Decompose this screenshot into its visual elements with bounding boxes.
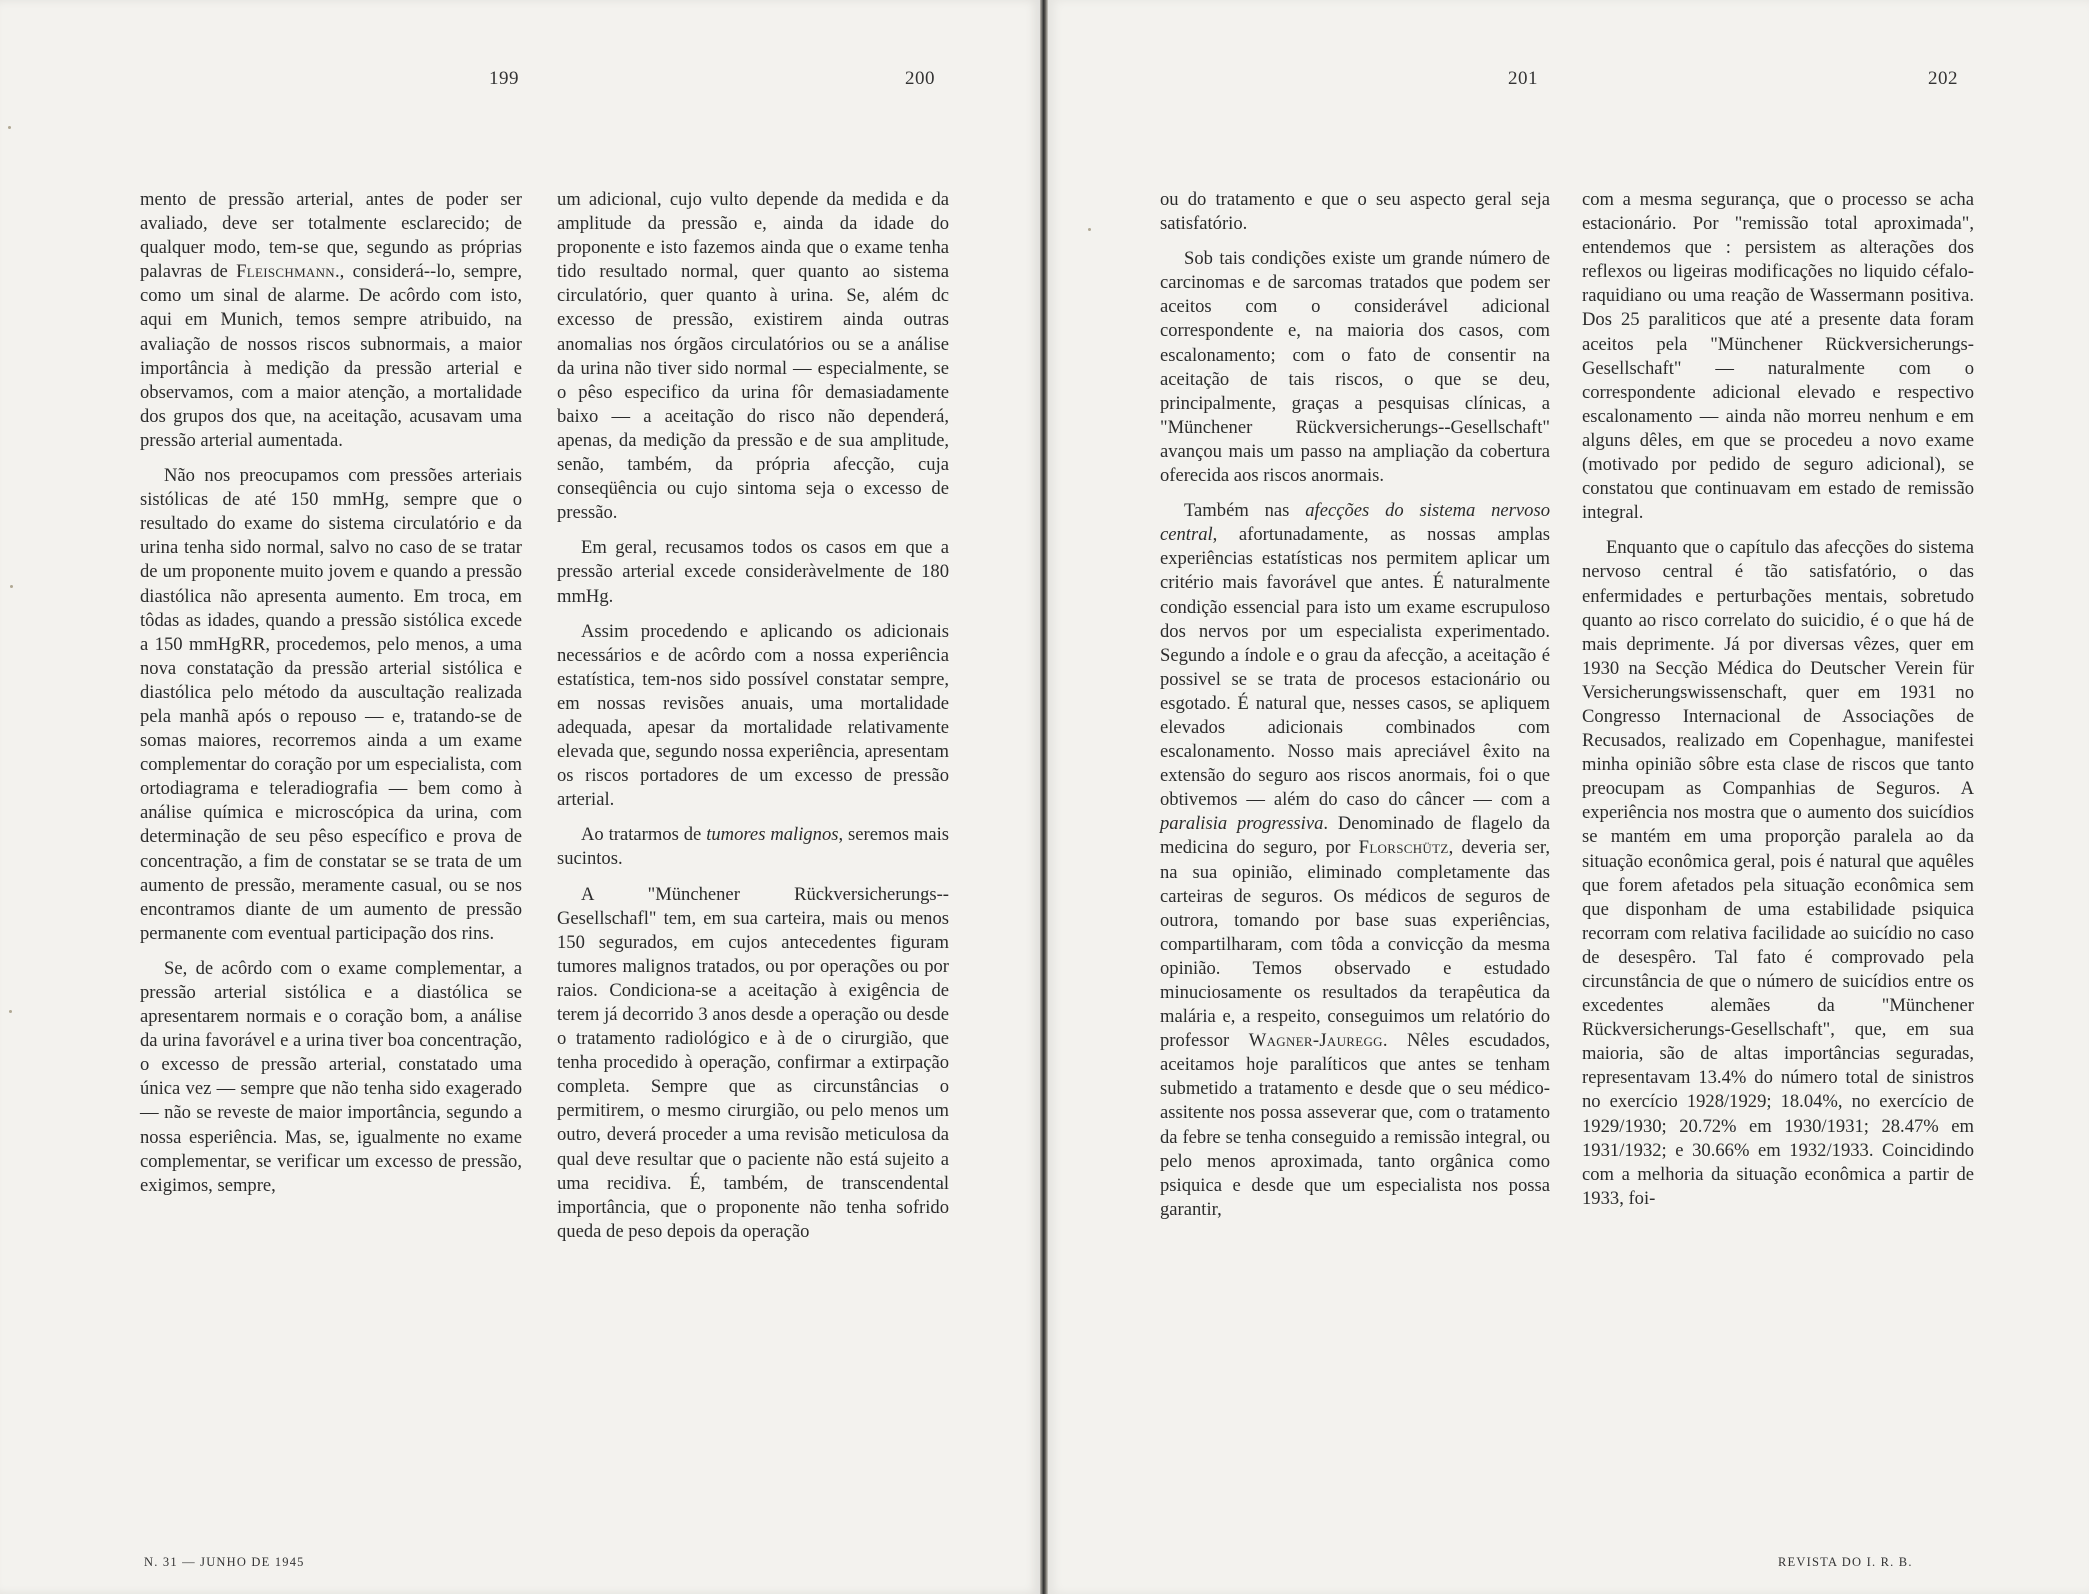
- column-page-200: [557, 188, 949, 1255]
- paragraph: com a mesma segurança, que o processo se acha estacionário. Por "remissão total aproximada", entendemos que : persistem as alterações dos reflexos ou ligeiras modificações no liquido céfalo-raquidiano ou uma reação de Wassermann positiva. Dos 25 paraliticos que até a presente data foram aceitos pela "Münchener Rückversicherungs-Gesellschaft" — naturalmente com o correspondente adicional elevado e respectivo escalonamento — ainda não morreu nenhum e em alguns dêles, em que se procedeu a novo exame (motivado por pedido de seguro adicional), se constatou que continuavam em estado de remissão integral.: [1582, 189, 1974, 524]
- column-page-199: [140, 188, 522, 1209]
- column-page-201: [1160, 188, 1550, 1233]
- footer-issue: N. 31 — JUNHO DE 1945: [144, 1555, 305, 1569]
- page-number-199: 199: [489, 68, 519, 89]
- author-name: Wagner-Jauregg: [1248, 1030, 1383, 1052]
- paragraph: mento de pressão arterial, antes de poder ser avaliado, deve ser totalmente esclarecido; de qualquer modo, tem-se que, segundo as próprias palavras de Fleischmann., considerá--lo, sempre, como um sinal de alarme. De acôrdo com isto, aqui em Munich, temos sempre atribuido, na avaliação de nossos riscos subnormais, a maior importância à medição da pressão arterial e observamos, com a maior atenção, a mortalidade dos grupos dos que, na aceitação, acusavam uma pressão arterial aumentada.: [140, 189, 522, 451]
- paper-speck: [10, 585, 13, 588]
- page-number-202: 202: [1928, 68, 1958, 89]
- binding-gutter: [1040, 0, 1048, 1594]
- paragraph: Em geral, recusamos todos os casos em que a pressão arterial excede consideràvelmente de 180 mmHg.: [557, 537, 949, 607]
- paragraph: Se, de acôrdo com o exame complementar, a pressão arterial sistólica e a diastólica se apresentarem normais e o coração bom, a análise da urina favorável e a urina tiver boa concentração, o excesso de pressão arterial, constatado uma única vez — sempre que não tenha sido exagerado — não se reveste de maior importância, segundo a nossa esperiência. Mas, se, igualmente no exame complementar, se verificar um excesso de pressão, exigimos, sempre,: [140, 957, 522, 1196]
- page-number-201: 201: [1508, 68, 1538, 89]
- left-page: [0, 0, 1040, 1594]
- paragraph: Assim procedendo e aplicando os adicionais necessários e de acôrdo com a nossa experiência estatística, tem-nos sido possível constatar sempre, em nossas revisões anuais, uma mortalidade adequada, apesar da mortalidade relativamente elevada que, segundo nossa experiência, apresentam os riscos portadores de um excesso de pressão arterial.: [557, 620, 949, 811]
- paper-speck: [9, 1010, 12, 1013]
- paragraph: ou do tratamento e que o seu aspecto geral seja satisfatório.: [1160, 189, 1550, 235]
- page-number-200: 200: [905, 68, 935, 89]
- author-name: Florschütz: [1358, 837, 1449, 859]
- column-page-202: [1582, 188, 1974, 1222]
- paragraph: Sob tais condições existe um grande número de carcinomas e de sarcomas tratados que podem ser aceitos com o considerável adicional correspondente e, na maioria dos casos, com escalonamento; com o fato de consentir na aceitação de tais riscos, o que se deu, principalmente, graças a pesquisas clínicas, a "Münchener Rückversicherungs--Gesellschaft" avançou mais um passo na ampliação da cobertura oferecida aos riscos anormais.: [1160, 248, 1550, 487]
- paragraph: A "Münchener Rückversicherungs--Gesellschafl" tem, em sua carteira, mais ou menos 150 segurados, em cujos antecedentes figuram tumores malignos tratados, ou por operações ou por raios. Condiciona-se a aceitação à exigência de terem já decorrido 3 anos desde a operação ou desde o tratamento radiológico e à de o cirurgião, que tenha procedido à operação, confirmar a extirpação completa. Sempre que as circunstâncias o permitirem, o mesmo cirurgião, ou pelo menos um outro, deverá proceder a uma revisão meticulosa da qual deve resultar que o paciente não está sujeito a uma recidiva. É, também, de transcendental importância, que o proponente não tenha sofrido queda de peso depois da operação: [557, 883, 949, 1242]
- paragraph: Enquanto que o capítulo das afecções do sistema nervoso central é tão satisfatório, o das enfermidades e perturbações mentais, sobretudo quanto ao risco correlato do suicidio, é o que há de mais deprimente. Já por diversas vêzes, quer em 1930 na Secção Médica do Deutscher Verein für Versicherungswissenschaft, quer em 1931 no Congresso Internacional de Associações de Recusados, realizado em Copenhague, manifestei minha opinião sôbre esta clase de riscos que tanto preocupam as Companhias de Seguros. A experiência nos mostra que o aumento dos suicídios se mantém em uma proporção paralela ao da situação econômica geral, pois é natural que aquêles que forem afetados pela situação econômica sem que disponham de uma estabilidade psiquica recorram com relativa facilidade ao suicídio no caso de desespêro. Tal fato é comprovado pela circunstância de que o número de suicídios entre os excedentes alemães da "Münchener Rückversicherungs-Gesellschaft", que, em sua maioria, são de altas importâncias seguradas, representavam 13.4% do número total de sinistros no exercício 1928/1929; 18.04%, no exercício de 1929/1930; 20.72% em 1930/1931; 28.47% em 1931/1932; e 30.66% em 1932/1933. Coincidindo com a melhoria da situação econômica a partir de 1933, foi-: [1582, 537, 1974, 1209]
- paper-speck: [1088, 228, 1091, 231]
- right-page: [1048, 0, 2089, 1594]
- paragraph: Ao tratarmos de tumores malignos, seremos mais sucintos.: [557, 824, 950, 870]
- paragraph: Não nos preocupamos com pressões arteriais sistólicas de até 150 mmHg, sempre que o resultado do exame do sistema circulatório e da urina tenha sido normal, salvo no caso de se tratar de um proponente muito jovem e quando a pressão diastólica não apresenta aumento. Em troca, em tôdas as idades, quando a pressão sistólica excede a 150 mmHgRR, procedemos, pelo menos, a uma nova constatação da pressão arterial sistólica e diastólica pelo método da auscultação realizada pela manhã após o repouso — e, tratando-se de somas maiores, recorremos ainda a um exame complementar do coração por um especialista, com ortodiagrama e teleradiografia — bem como à análise química e microscópica da urina, com determinação de seu pêso específico e prova de concentração, a fim de constatar se se trata de um aumento de pressão, meramente casual, ou se nos encontramos diante de um aumento de pressão permanente com eventual participação dos rins.: [140, 465, 522, 944]
- footer-journal: REVISTA DO I. R. B.: [1778, 1555, 1913, 1569]
- paragraph: Também nas afecções do sistema nervoso central, afortunadamente, as nossas amplas experiências estatísticas nos permitem aplicar um critério mais favorável que antes. É naturalmente condição essencial para isto um exame escrupuloso dos nervos por um especialista experimentado. Segundo a índole e o grau da afecção, a aceitação é possivel se se trata de procesos estacionário ou esgotado. É natural que, nesses casos, se apliquem elevados adicionais combinados com escalonamento. Nosso mais apreciável êxito na extensão do seguro aos riscos anormais, foi o que obtivemos — além do caso do câncer — com a paralisia progressiva. Denominado de flagelo da medicina do seguro, por Florschütz, deveria ser, na sua opinião, eliminado completamente das carteiras de seguros. Os médicos de seguros de outrora, tomando por base suas experiências, compartilharam, com tôda a convicção da mesma opinião. Temos observado e estudado minuciosamente os resultados da terapêutica da malária e, a respeito, conseguimos um relatório do professor Wagner-Jauregg. Nêles escudados, aceitamos hoje paralíticos que antes se tenham submetido a tratamento e desde que o seu médico-assitente nos possa asseverar que, com o tratamento da febre se tenha conseguido a remissão integral, ou pelo menos aproximada, tanto orgânica como psiquica e desde que um especialista nos possa garantir,: [1160, 500, 1551, 1220]
- paper-speck: [8, 126, 11, 129]
- author-name: Fleischmann: [236, 261, 335, 283]
- paragraph: um adicional, cujo vulto depende da medida e da amplitude da pressão e, ainda da idade do proponente e isto fazemos ainda que o exame tenha tido resultado normal, quer quanto ao sistema circulatório, quer quanto à urina. Se, além dc excesso de pressão, existirem ainda outras anomalias nos órgãos circulatórios ou se a análise da urina não tiver sido normal — especialmente, se o pêso especifico da urina fôr demasiadamente baixo — a aceitação do risco não dependerá, apenas, da medição da pressão e de sua amplitude, senão, também, da própria afecção, cuja conseqüência ou cujo sintoma seja o excesso de pressão.: [557, 189, 949, 524]
